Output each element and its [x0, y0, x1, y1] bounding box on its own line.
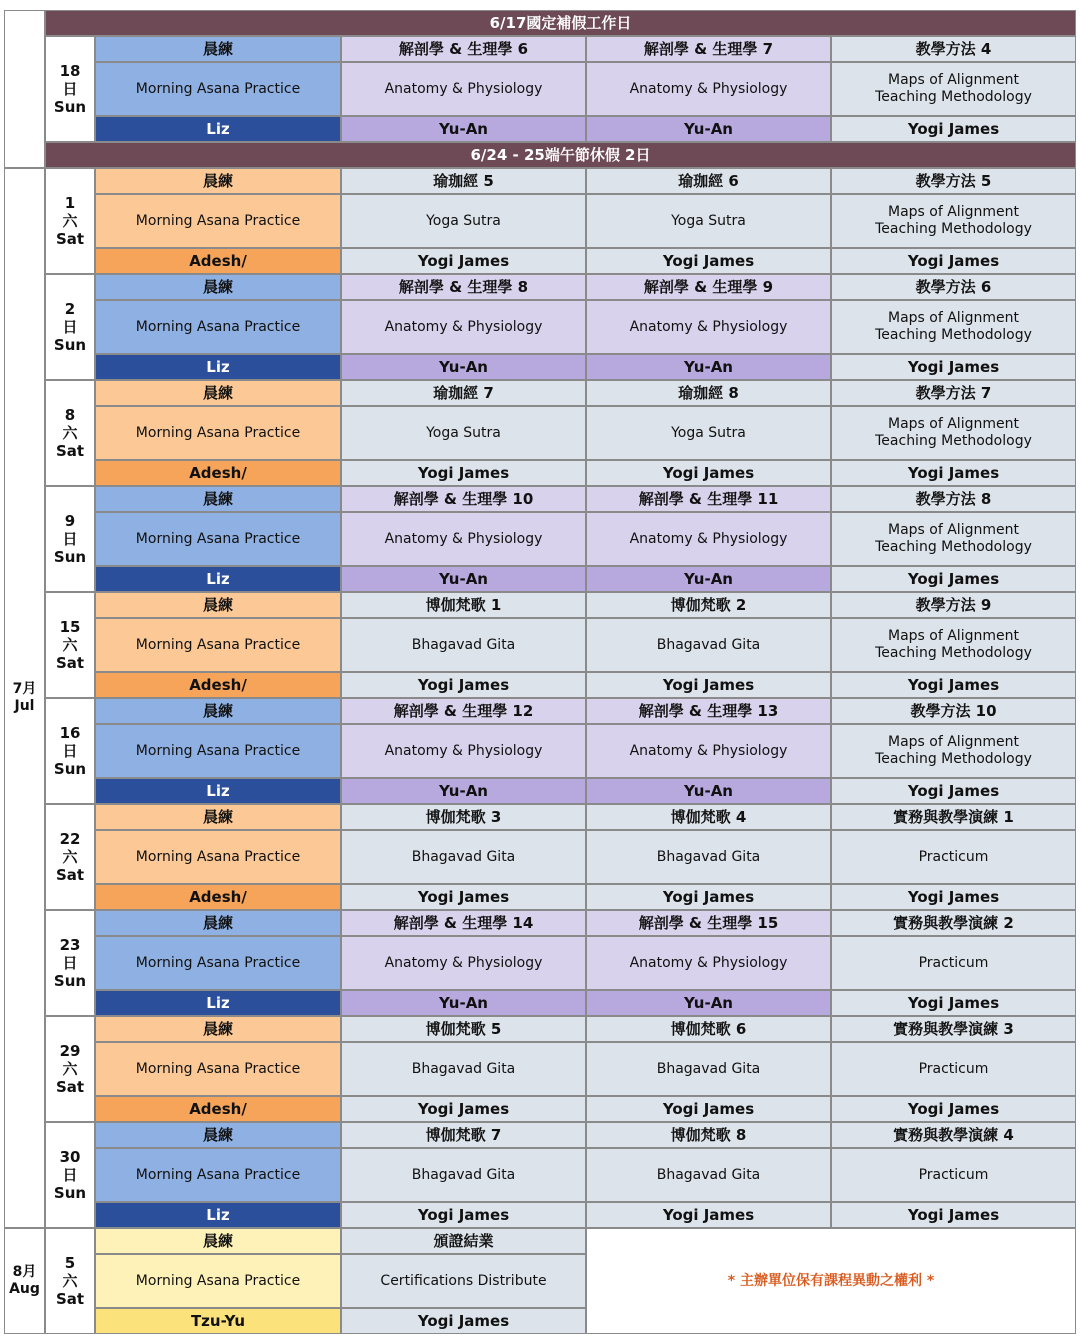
session-title: 解剖學 & 生理學 11 — [586, 486, 831, 512]
date-num: 30 — [59, 1148, 81, 1166]
month-label: 8月 — [12, 1264, 37, 1281]
session-teacher: Yu-An — [586, 354, 831, 380]
session-title: 解剖學 & 生理學 6 — [341, 36, 586, 62]
session-teacher: Yogi James — [831, 778, 1076, 804]
session-teacher: Yogi James — [831, 672, 1076, 698]
session-teacher: Yu-An — [586, 566, 831, 592]
session-teacher: Liz — [95, 778, 341, 804]
session-teacher: Yogi James — [341, 1096, 586, 1122]
session-teacher: Yogi James — [831, 354, 1076, 380]
session-teacher: Yogi James — [341, 1202, 586, 1228]
date-zh: 六 — [62, 636, 78, 654]
date-cell — [45, 36, 95, 142]
session-teacher: Yu-An — [341, 778, 586, 804]
session-subject: Anatomy & Physiology — [341, 512, 586, 566]
session-subject: Anatomy & Physiology — [586, 512, 831, 566]
session-teacher: Yogi James — [341, 460, 586, 486]
session-title: 晨練 — [95, 1228, 341, 1254]
session-title: 解剖學 & 生理學 15 — [586, 910, 831, 936]
session-subject: Maps of Alignment Teaching Methodology — [831, 62, 1076, 116]
session-title: 晨練 — [95, 486, 341, 512]
date-zh: 日 — [62, 530, 78, 548]
session-teacher: Adesh/ — [95, 460, 341, 486]
date-num: 29 — [59, 1042, 81, 1060]
date-en: Sun — [53, 972, 87, 990]
session-teacher: Liz — [95, 566, 341, 592]
session-subject: Practicum — [831, 830, 1076, 884]
session-teacher: Yu-An — [341, 566, 586, 592]
session-title: 實務與教學演練 3 — [831, 1016, 1076, 1042]
date-en: Sun — [53, 336, 87, 354]
session-subject: Practicum — [831, 1148, 1076, 1202]
session-title: 晨練 — [95, 36, 341, 62]
session-title: 晨練 — [95, 274, 341, 300]
date-zh: 日 — [62, 1166, 78, 1184]
session-teacher: Yogi James — [831, 990, 1076, 1016]
session-subject: Morning Asana Practice — [95, 830, 341, 884]
date-num: 15 — [59, 618, 81, 636]
session-subject: Morning Asana Practice — [95, 936, 341, 990]
session-teacher: Yogi James — [341, 248, 586, 274]
session-teacher: Yogi James — [341, 672, 586, 698]
session-title: 晨練 — [95, 910, 341, 936]
session-title: 瑜珈經 8 — [586, 380, 831, 406]
session-title: 解剖學 & 生理學 9 — [586, 274, 831, 300]
session-teacher: Yogi James — [586, 460, 831, 486]
session-subject: Practicum — [831, 936, 1076, 990]
session-subject: Morning Asana Practice — [95, 724, 341, 778]
session-subject: Bhagavad Gita — [341, 618, 586, 672]
session-subject: Bhagavad Gita — [341, 830, 586, 884]
date-cell — [45, 274, 95, 380]
session-title: 瑜珈經 5 — [341, 168, 586, 194]
session-title: 解剖學 & 生理學 7 — [586, 36, 831, 62]
session-subject: Maps of Alignment Teaching Methodology — [831, 406, 1076, 460]
session-teacher: Yogi James — [831, 1202, 1076, 1228]
session-title: 博伽梵歌 5 — [341, 1016, 586, 1042]
session-title: 博伽梵歌 2 — [586, 592, 831, 618]
session-teacher: Yogi James — [341, 1308, 586, 1334]
session-title: 教學方法 4 — [831, 36, 1076, 62]
session-teacher: Yogi James — [341, 884, 586, 910]
date-cell — [45, 910, 95, 1016]
date-zh: 六 — [62, 1060, 78, 1078]
month-en: Aug — [9, 1281, 40, 1297]
session-subject: Bhagavad Gita — [586, 618, 831, 672]
session-teacher: Yogi James — [831, 116, 1076, 142]
session-title: 解剖學 & 生理學 8 — [341, 274, 586, 300]
date-zh: 六 — [62, 1272, 78, 1290]
session-title: 晨練 — [95, 380, 341, 406]
date-zh: 日 — [62, 318, 78, 336]
date-zh: 日 — [62, 742, 78, 760]
date-en: Sun — [53, 548, 87, 566]
session-subject: Morning Asana Practice — [95, 62, 341, 116]
session-subject: Morning Asana Practice — [95, 1042, 341, 1096]
session-title: 瑜珈經 7 — [341, 380, 586, 406]
date-en: Sun — [53, 1184, 87, 1202]
date-num: 18 — [59, 62, 81, 80]
date-en: Sat — [55, 442, 85, 460]
session-title: 博伽梵歌 3 — [341, 804, 586, 830]
date-cell — [45, 592, 95, 698]
session-subject: Yoga Sutra — [586, 194, 831, 248]
session-title: 教學方法 6 — [831, 274, 1076, 300]
session-teacher: Tzu-Yu — [95, 1308, 341, 1334]
date-zh: 六 — [62, 212, 78, 230]
session-subject: Anatomy & Physiology — [341, 62, 586, 116]
date-zh: 日 — [62, 954, 78, 972]
session-title: 教學方法 9 — [831, 592, 1076, 618]
session-teacher: Liz — [95, 1202, 341, 1228]
session-title: 實務與教學演練 4 — [831, 1122, 1076, 1148]
date-cell — [45, 1228, 95, 1334]
date-zh: 日 — [62, 80, 78, 98]
session-teacher: Yogi James — [831, 566, 1076, 592]
session-teacher: Yogi James — [831, 1096, 1076, 1122]
session-subject: Maps of Alignment Teaching Methodology — [831, 618, 1076, 672]
session-subject: Morning Asana Practice — [95, 618, 341, 672]
session-teacher: Yogi James — [586, 1096, 831, 1122]
date-cell — [45, 1122, 95, 1228]
session-teacher: Liz — [95, 990, 341, 1016]
month-cell-empty — [4, 10, 45, 168]
session-subject: Practicum — [831, 1042, 1076, 1096]
session-teacher: Yogi James — [586, 884, 831, 910]
session-teacher: Adesh/ — [95, 884, 341, 910]
session-subject: Bhagavad Gita — [341, 1148, 586, 1202]
session-subject: Maps of Alignment Teaching Methodology — [831, 724, 1076, 778]
date-en: Sat — [55, 1078, 85, 1096]
session-subject: Anatomy & Physiology — [586, 724, 831, 778]
session-teacher: Yogi James — [831, 460, 1076, 486]
date-num: 22 — [59, 830, 81, 848]
date-en: Sat — [55, 230, 85, 248]
date-zh: 六 — [62, 424, 78, 442]
date-zh: 六 — [62, 848, 78, 866]
date-cell — [45, 804, 95, 910]
session-teacher: Yu-An — [586, 116, 831, 142]
session-teacher: Yu-An — [586, 990, 831, 1016]
date-cell — [45, 380, 95, 486]
session-title: 晨練 — [95, 804, 341, 830]
session-teacher: Yu-An — [341, 990, 586, 1016]
session-teacher: Yu-An — [341, 116, 586, 142]
date-cell — [45, 698, 95, 804]
session-subject: Anatomy & Physiology — [586, 62, 831, 116]
date-num: 23 — [59, 936, 81, 954]
date-en: Sat — [55, 866, 85, 884]
session-teacher: Yogi James — [586, 672, 831, 698]
date-en: Sat — [55, 1290, 85, 1308]
schedule-change-notice: * 主辦單位保有課程異動之權利 * — [586, 1228, 1076, 1334]
session-subject: Anatomy & Physiology — [341, 300, 586, 354]
session-title: 教學方法 5 — [831, 168, 1076, 194]
session-title: 晨練 — [95, 1122, 341, 1148]
date-cell — [45, 486, 95, 592]
session-subject: Morning Asana Practice — [95, 300, 341, 354]
session-subject: Certifications Distribute — [341, 1254, 586, 1308]
session-title: 頒證結業 — [341, 1228, 586, 1254]
session-title: 解剖學 & 生理學 10 — [341, 486, 586, 512]
session-title: 解剖學 & 生理學 12 — [341, 698, 586, 724]
session-title: 實務與教學演練 2 — [831, 910, 1076, 936]
session-teacher: Yu-An — [586, 778, 831, 804]
session-title: 瑜珈經 6 — [586, 168, 831, 194]
session-title: 教學方法 10 — [831, 698, 1076, 724]
session-title: 教學方法 8 — [831, 486, 1076, 512]
month-label: 7月 — [12, 681, 37, 698]
session-title: 博伽梵歌 4 — [586, 804, 831, 830]
session-subject: Yoga Sutra — [586, 406, 831, 460]
date-en: Sun — [53, 760, 87, 778]
session-teacher: Yogi James — [831, 884, 1076, 910]
session-subject: Bhagavad Gita — [341, 1042, 586, 1096]
session-title: 晨練 — [95, 592, 341, 618]
session-title: 解剖學 & 生理學 14 — [341, 910, 586, 936]
session-teacher: Yogi James — [586, 1202, 831, 1228]
session-title: 教學方法 7 — [831, 380, 1076, 406]
session-title: 解剖學 & 生理學 13 — [586, 698, 831, 724]
session-title: 晨練 — [95, 1016, 341, 1042]
date-cell — [45, 1016, 95, 1122]
date-num: 5 — [64, 1254, 76, 1272]
month-cell-aug — [4, 1228, 45, 1334]
session-teacher: Adesh/ — [95, 1096, 341, 1122]
session-teacher: Adesh/ — [95, 672, 341, 698]
session-subject: Yoga Sutra — [341, 406, 586, 460]
session-subject: Maps of Alignment Teaching Methodology — [831, 512, 1076, 566]
month-en: Jul — [14, 698, 35, 714]
date-num: 9 — [64, 512, 76, 530]
date-cell — [45, 168, 95, 274]
session-subject: Morning Asana Practice — [95, 406, 341, 460]
session-teacher: Liz — [95, 116, 341, 142]
session-subject: Morning Asana Practice — [95, 194, 341, 248]
date-num: 2 — [64, 300, 76, 318]
session-teacher: Yogi James — [586, 248, 831, 274]
session-subject: Morning Asana Practice — [95, 1254, 341, 1308]
session-teacher: Liz — [95, 354, 341, 380]
session-subject: Maps of Alignment Teaching Methodology — [831, 194, 1076, 248]
date-num: 16 — [59, 724, 81, 742]
session-title: 實務與教學演練 1 — [831, 804, 1076, 830]
session-teacher: Adesh/ — [95, 248, 341, 274]
session-subject: Yoga Sutra — [341, 194, 586, 248]
session-title: 博伽梵歌 6 — [586, 1016, 831, 1042]
session-subject: Anatomy & Physiology — [341, 724, 586, 778]
session-teacher: Yogi James — [831, 248, 1076, 274]
session-subject: Morning Asana Practice — [95, 1148, 341, 1202]
date-en: Sat — [55, 654, 85, 672]
month-cell-jul — [4, 168, 45, 1228]
session-subject: Anatomy & Physiology — [341, 936, 586, 990]
session-subject: Maps of Alignment Teaching Methodology — [831, 300, 1076, 354]
session-title: 博伽梵歌 7 — [341, 1122, 586, 1148]
session-subject: Bhagavad Gita — [586, 1148, 831, 1202]
session-subject: Bhagavad Gita — [586, 1042, 831, 1096]
session-subject: Morning Asana Practice — [95, 512, 341, 566]
session-subject: Anatomy & Physiology — [586, 936, 831, 990]
banner-holiday-workday: 6/17國定補假工作日 — [45, 10, 1076, 36]
session-title: 博伽梵歌 1 — [341, 592, 586, 618]
date-num: 8 — [64, 406, 76, 424]
session-teacher: Yu-An — [341, 354, 586, 380]
session-title: 晨練 — [95, 698, 341, 724]
banner-dragon-boat-holiday: 6/24 - 25端午節休假 2日 — [45, 142, 1076, 168]
date-num: 1 — [64, 194, 76, 212]
session-subject: Anatomy & Physiology — [586, 300, 831, 354]
session-subject: Bhagavad Gita — [586, 830, 831, 884]
session-title: 晨練 — [95, 168, 341, 194]
session-title: 博伽梵歌 8 — [586, 1122, 831, 1148]
date-en: Sun — [53, 98, 87, 116]
